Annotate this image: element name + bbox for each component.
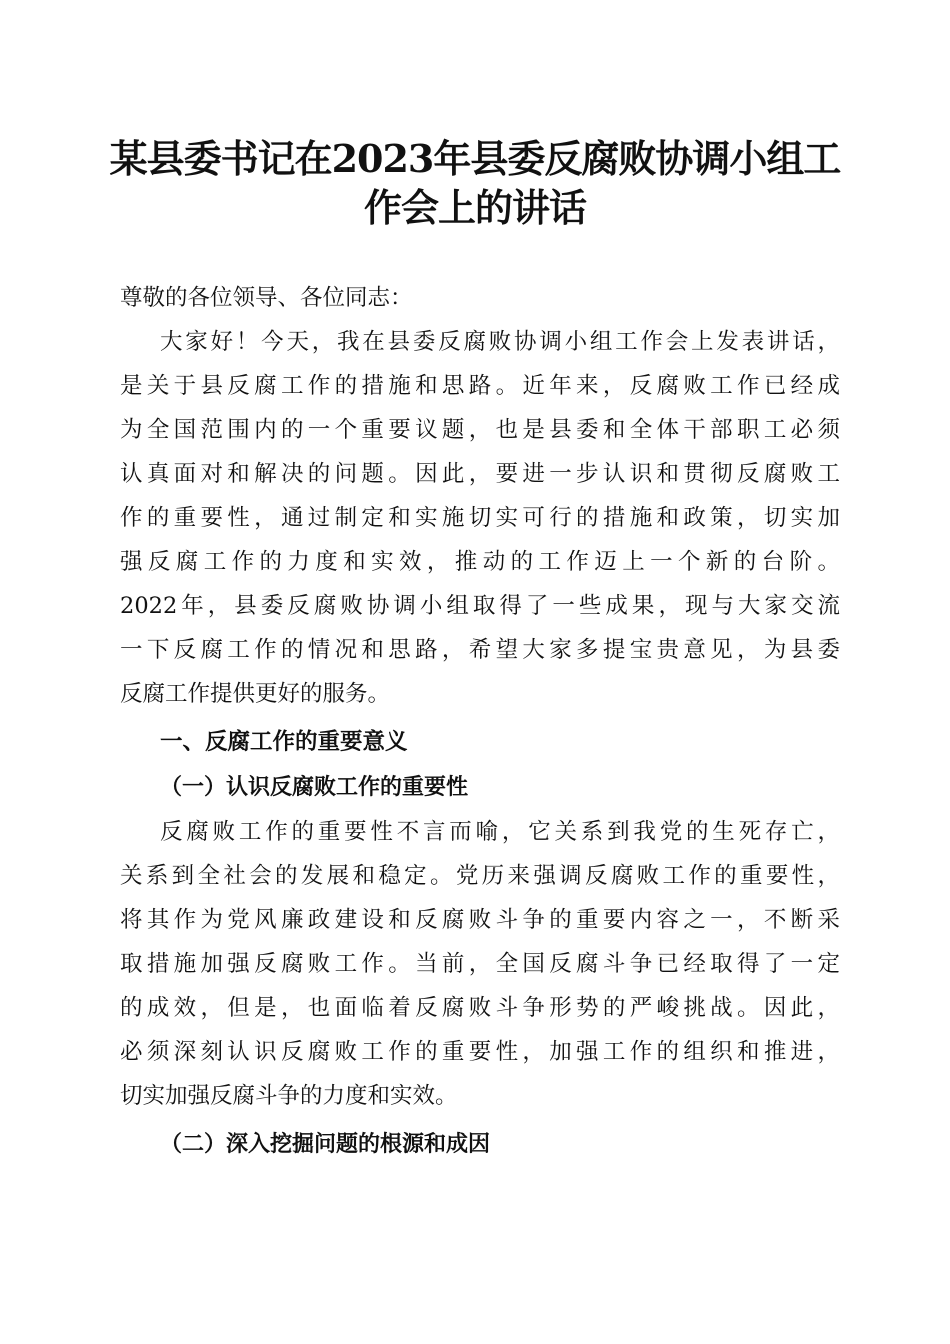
paragraph-line: 反腐败工作的重要性不言而喻，它关系到我党的生死存亡， bbox=[160, 819, 840, 845]
document-title-line-2: 作会上的讲话 bbox=[363, 185, 586, 230]
salutation bbox=[120, 276, 840, 320]
subsection-1-heading: （一）认识反腐败工作的重要性 bbox=[160, 774, 469, 800]
intro-paragraph bbox=[120, 320, 840, 716]
paragraph-line: 切实加强反腐斗争的力度和实效。 bbox=[120, 1083, 458, 1109]
paragraph-line: 认真面对和解决的问题。因此，要进一步认识和贯彻反腐败工 bbox=[120, 461, 840, 487]
paragraph-line: 关系到全社会的发展和稳定。党历来强调反腐败工作的重要性， bbox=[120, 863, 840, 889]
document-title-line-1: 某县委书记在2023年县委反腐败协调小组工 bbox=[109, 136, 841, 181]
paragraph-line: 是关于县反腐工作的措施和思路。近年来，反腐败工作已经成 bbox=[120, 373, 840, 399]
paragraph-line: 一下反腐工作的情况和思路，希望大家多提宝贵意见，为县委 bbox=[120, 637, 840, 663]
subsection-1-paragraph bbox=[120, 810, 840, 1118]
paragraph-line: 2022年，县委反腐败协调小组取得了一些成果，现与大家交流 bbox=[120, 593, 840, 619]
paragraph-line: 大家好！今天，我在县委反腐败协调小组工作会上发表讲话， bbox=[160, 329, 840, 355]
paragraph-line: 强反腐工作的力度和实效，推动的工作迈上一个新的台阶。 bbox=[120, 549, 840, 575]
paragraph-line: 为全国范围内的一个重要议题，也是县委和全体干部职工必须 bbox=[120, 417, 840, 443]
subsection-2-heading: （二）深入挖掘问题的根源和成因 bbox=[160, 1131, 491, 1157]
paragraph-line: 必须深刻认识反腐败工作的重要性，加强工作的组织和推进， bbox=[120, 1039, 840, 1065]
paragraph-line: 作的重要性，通过制定和实施切实可行的措施和政策，切实加 bbox=[120, 505, 840, 531]
salutation-text: 尊敬的各位领导、各位同志： bbox=[120, 285, 413, 311]
section-1-heading: 一、反腐工作的重要意义 bbox=[160, 729, 408, 755]
paragraph-line: 取措施加强反腐败工作。当前，全国反腐斗争已经取得了一定 bbox=[120, 951, 840, 977]
paragraph-line: 的成效，但是，也面临着反腐败斗争形势的严峻挑战。因此， bbox=[120, 995, 840, 1021]
paragraph-line: 将其作为党风廉政建设和反腐败斗争的重要内容之一，不断采 bbox=[120, 907, 840, 933]
paragraph-line: 反腐工作提供更好的服务。 bbox=[120, 681, 391, 707]
